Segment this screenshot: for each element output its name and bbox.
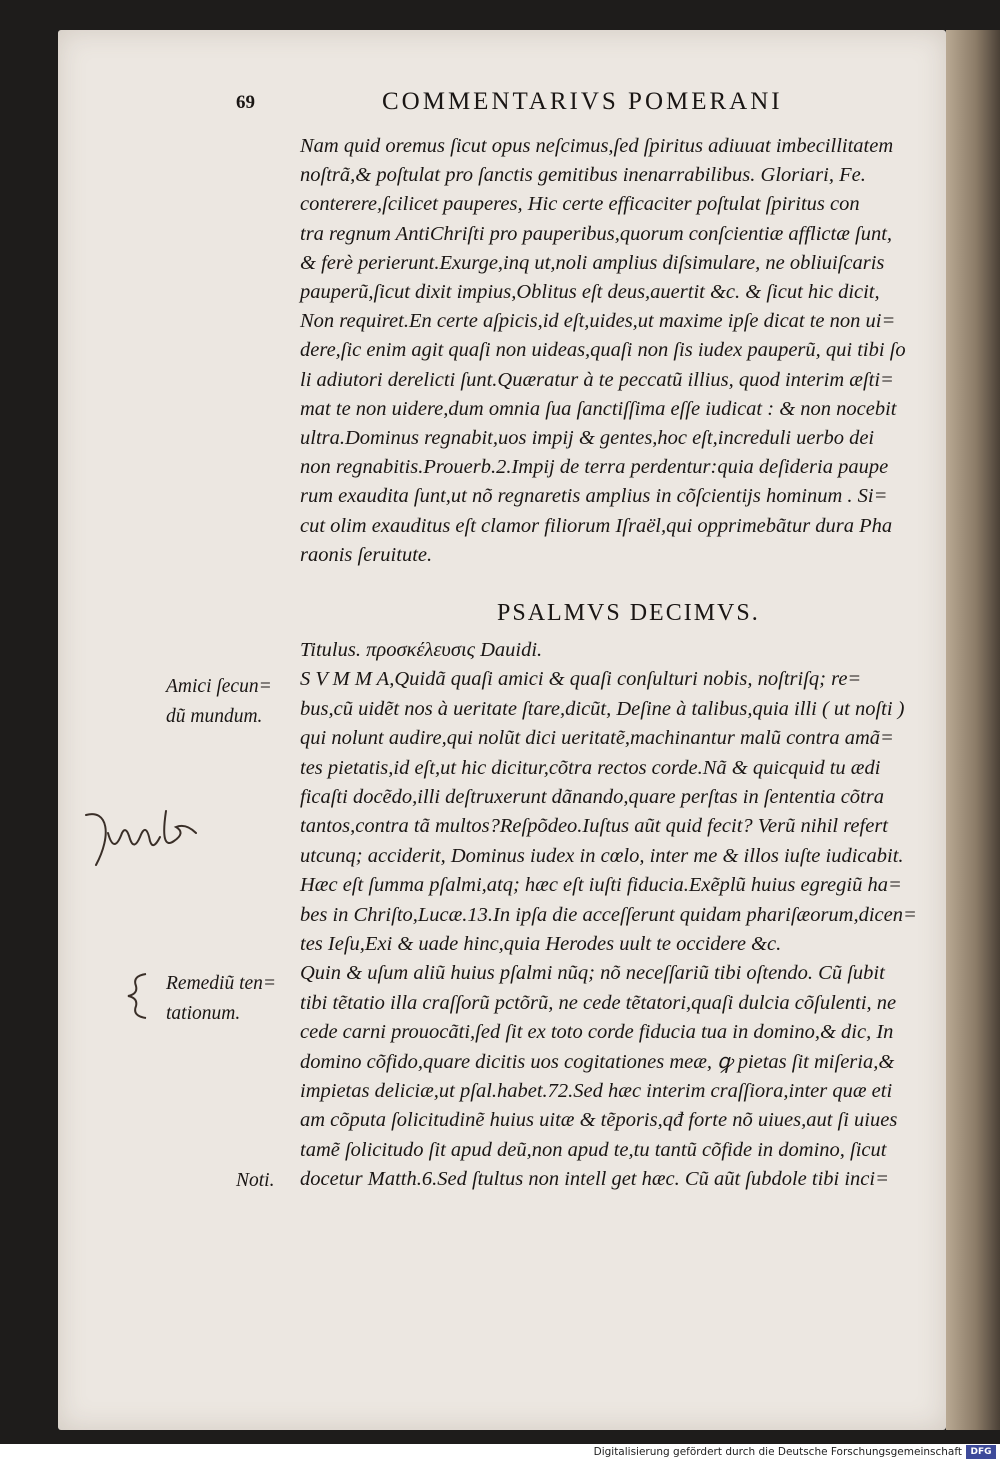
marginal-note-remedium <box>166 969 298 1029</box>
marginal-line: dũ mundum. <box>166 706 263 727</box>
text-line: qui nolunt audire,qui nolũt dici ueritatẽ,machinantur malũ contra amã= <box>300 727 894 750</box>
text-line: ultra.Dominus regnabit,uos impij & gentes,hoc eſt,increduli uerbo dei <box>300 427 875 449</box>
text-line: pauperũ,ſicut dixit impius,Oblitus eſt deus,auertit &c. & ſicut hic dicit, <box>300 281 880 303</box>
text-line: raonis ſeruitute. <box>300 543 433 566</box>
text-line: noſtrã,& poſtulat pro ſanctis gemitibus inenarrabilibus. Gloriari, Fe. <box>300 164 866 187</box>
text-line: tibi tẽtatio illa craſſorũ pctõrũ, ne cede tẽtatori,quaſi dulcia cõſulenti, ne <box>300 991 897 1014</box>
text-line: utcunq; acciderit, Dominus iudex in cœlo, inter me & illos iuſte iudicabit. <box>300 844 904 867</box>
section-heading: PSALMVS DECIMVS. <box>497 600 760 626</box>
text-line: impietas deliciæ,ut pſal.habet.72.Sed hæc interim craſſiora,inter quæ eti <box>300 1080 893 1102</box>
text-line: tes pietatis,id eſt,ut hic dicitur,cõtra rectos corde.Nã & quicquid tu ædi <box>300 756 881 779</box>
text-line: conterere,ſcilicet pauperes, Hic certe efficaciter poſtulat ſpiritus con <box>300 193 860 216</box>
text-line: dere,ſic enim agit quaſi non uideas,quaſi non ſis iudex pauperũ, qui tibi ſo <box>300 339 906 362</box>
dfg-logo: DFG <box>966 1445 996 1459</box>
text-line: cede carni prouocãti,ſed ſit ex toto corde fiducia tua in domino,& dic, In <box>300 1021 894 1044</box>
text-line: cut olim exauditus eſt clamor filiorum Iſraël,qui opprimebãtur dura Pha <box>300 514 893 537</box>
book-binding-edge <box>946 30 1000 1430</box>
text-line: & ferè perierunt.Exurge,inq ut,noli amplius diſsimulare, ne obliuiſcaris <box>300 251 885 274</box>
text-line: Non requiret.En certe aſpicis,id eſt,uides,ut maxime ipſe dicat te non ui= <box>300 310 896 333</box>
marginal-line: tationum. <box>166 1003 241 1024</box>
marginal-note-amici <box>166 672 298 732</box>
text-line: S V M M A,Quidã quaſi amici & quaſi conſulturi nobis, noſtriſq; re= <box>300 668 862 691</box>
running-title: COMMENTARIVS POMERANI <box>382 88 783 115</box>
text-line: tra regnum AntiChriſti pro pauperibus,quorum conſcientiæ afflictæ ſunt, <box>300 222 893 245</box>
text-line: tantos,contra tã multos?Reſpõdeo.Iuſtus aũt quid fecit? Verũ nihil refert <box>300 815 888 838</box>
text-line: non regnabitis.Prouerb.2.Impij de terra perdentur:quia deſideria paupe <box>300 456 889 479</box>
text-line: bus,cũ uidẽt nos à ueritate ſtare,dicũt, Deſine à talibus,quia illi ( ut noſti ) <box>300 697 905 720</box>
page-header <box>236 88 856 128</box>
text-line: bes in Chriſto,Lucæ.13.In ipſa die acceſſerunt quidam phariſæorum,dicen= <box>300 903 917 926</box>
text-line: tamẽ ſolicitudo ſit apud deũ,non apud te,tu tantũ cõfide in domino, ſicut <box>300 1138 887 1161</box>
text-line: docetur Matth.6.Sed ſtultus non intell get hæc. Cũ aũt ſubdole tibi inci= <box>300 1168 889 1191</box>
marginal-line: Remediũ ten= <box>166 973 277 994</box>
brace-mark <box>122 972 156 1020</box>
text-line: mat te non uidere,dum omnia ſua ſanctiſſima eſſe iudicat : & non nocebit <box>300 397 897 420</box>
text-line: am cõputa ſolicitudinẽ huius uitæ & tẽporis,qđ forte nõ uiues,aut ſi uiues <box>300 1109 898 1132</box>
text-line: rum exaudita ſunt,ut nõ regnaretis amplius in cõſcientijs hominum . Si= <box>300 485 888 508</box>
text-line: domino cõfido,quare dicitis uos cogitationes meæ, ꝙ pietas ſit miſeria,& <box>300 1050 895 1073</box>
text-line: Titulus. προσκέλευσις Dauidi. <box>300 639 543 661</box>
text-line: Hæc eſt ſumma pſalmi,atq; hæc eſt iuſti fiducia.Exẽplũ huius egregiũ ha= <box>300 874 902 897</box>
funding-credit: Digitalisierung gefördert durch die Deutsche Forschungsgemeinschaft <box>593 1446 962 1458</box>
text-line: li adiutori derelicti ſunt.Quæratur à te peccatũ illius, quod interim æſti= <box>300 368 894 391</box>
text-line: Quin & uſum aliũ huius pſalmi nũq; nõ neceſſariũ tibi oſtendo. Cũ ſubit <box>300 962 885 985</box>
text-line: ficaſti docẽdo,illi deſtruxerunt dãnando,quare perſtas in ſententia cõtra <box>300 786 884 808</box>
folio-number: 69 <box>236 92 255 113</box>
text-line: Nam quid oremus ſicut opus neſcimus,ſed ſpiritus adiuuat imbecillitatem <box>300 135 894 157</box>
handwritten-annotation <box>78 805 208 875</box>
marginal-line: Amici ſecun= <box>166 676 272 697</box>
marginal-line: Noti. <box>236 1170 275 1191</box>
marginal-note-noti <box>236 1166 368 1196</box>
text-line: tes Ieſu,Exi & uade hinc,quia Herodes uult te occidere &c. <box>300 933 782 955</box>
